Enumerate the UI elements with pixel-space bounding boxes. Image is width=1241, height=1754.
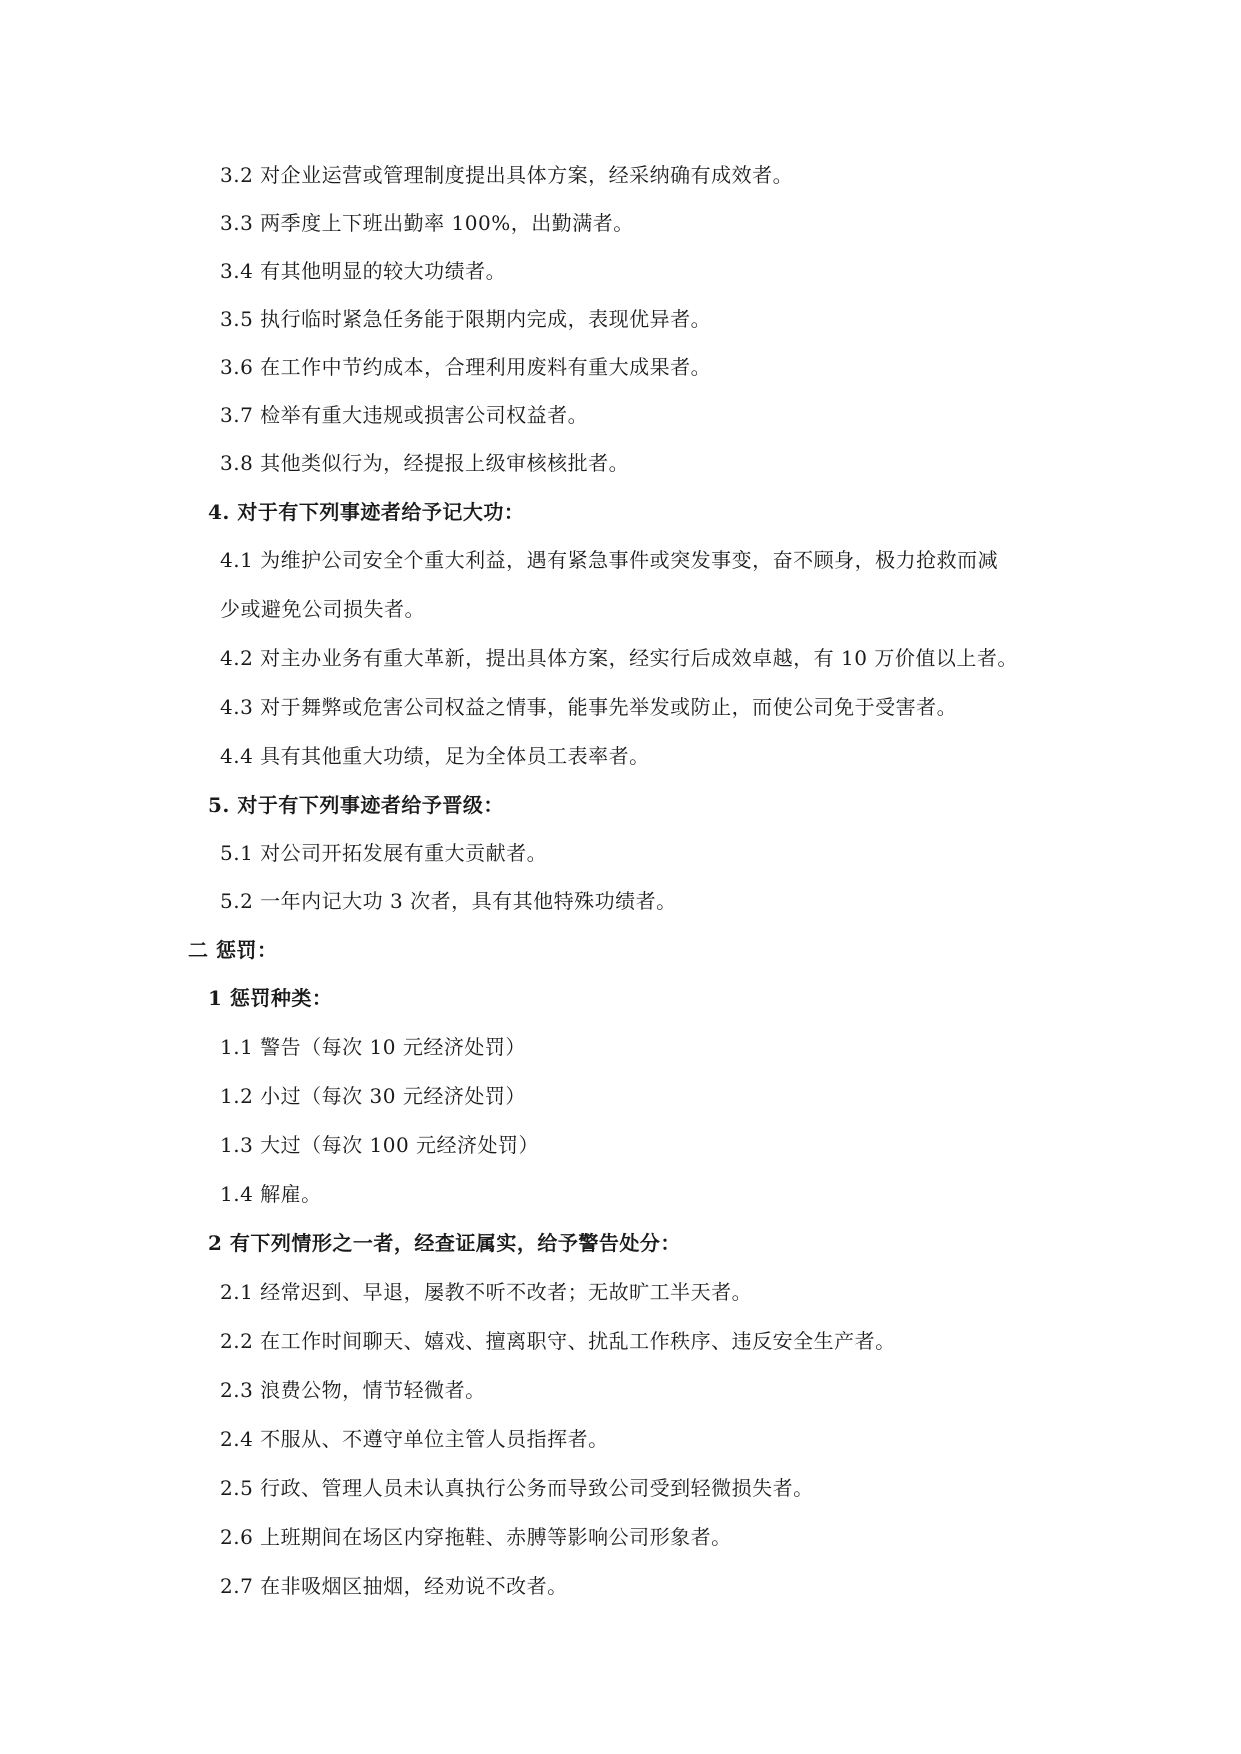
section-heading-punishment-types: 1 惩罚种类： [208,986,333,1010]
clause-3-8: 3.8 其他类似行为，经提报上级审核核批者。 [220,451,630,475]
clause-1-2: 1.2 小过（每次 30 元经济处罚） [220,1084,526,1108]
clause-4-1-continued: 少或避免公司损失者。 [220,597,425,621]
clause-3-2: 3.2 对企业运营或管理制度提出具体方案，经采纳确有成效者。 [220,163,794,187]
clause-1-1: 1.1 警告（每次 10 元经济处罚） [220,1035,526,1059]
clause-3-4: 3.4 有其他明显的较大功绩者。 [220,259,507,283]
clause-1-3: 1.3 大过（每次 100 元经济处罚） [220,1133,540,1157]
clause-3-6: 3.6 在工作中节约成本，合理利用废料有重大成果者。 [220,355,712,379]
section-heading-warning: 2 有下列情形之一者，经查证属实，给予警告处分： [208,1231,681,1255]
clause-4-3: 4.3 对于舞弊或危害公司权益之情事，能事先举发或防止，而使公司免于受害者。 [220,695,958,719]
clause-4-4: 4.4 具有其他重大功绩，足为全体员工表率者。 [220,744,650,768]
section-heading-5: 5. 对于有下列事迹者给予晋级： [208,793,504,817]
clause-2-1: 2.1 经常迟到、早退，屡教不听不改者；无故旷工半天者。 [220,1280,753,1304]
clause-4-2: 4.2 对主办业务有重大革新，提出具体方案，经实行后成效卓越，有 10 万价值以上者。 [220,646,1018,670]
clause-2-7: 2.7 在非吸烟区抽烟，经劝说不改者。 [220,1574,568,1598]
clause-1-4: 1.4 解雇。 [220,1182,322,1206]
clause-3-3: 3.3 两季度上下班出勤率 100%，出勤满者。 [220,211,634,235]
clause-2-6: 2.6 上班期间在场区内穿拖鞋、赤膊等影响公司形象者。 [220,1525,732,1549]
clause-2-3: 2.3 浪费公物，情节轻微者。 [220,1378,486,1402]
clause-2-5: 2.5 行政、管理人员未认真执行公务而导致公司受到轻微损失者。 [220,1476,814,1500]
clause-3-7: 3.7 检举有重大违规或损害公司权益者。 [220,403,589,427]
clause-2-4: 2.4 不服从、不遵守单位主管人员指挥者。 [220,1427,609,1451]
clause-3-5: 3.5 执行临时紧急任务能于限期内完成，表现优异者。 [220,307,712,331]
clause-5-2: 5.2 一年内记大功 3 次者，具有其他特殊功绩者。 [220,889,677,913]
clause-5-1: 5.1 对公司开拓发展有重大贡献者。 [220,841,548,865]
clause-2-2: 2.2 在工作时间聊天、嬉戏、擅离职守、扰乱工作秩序、违反安全生产者。 [220,1329,896,1353]
chapter-heading-punishment: 二 惩罚： [188,938,278,962]
section-heading-4: 4. 对于有下列事迹者给予记大功： [208,500,525,524]
clause-4-1: 4.1 为维护公司安全个重大利益，遇有紧急事件或突发事变，奋不顾身，极力抢救而减 [220,548,999,572]
